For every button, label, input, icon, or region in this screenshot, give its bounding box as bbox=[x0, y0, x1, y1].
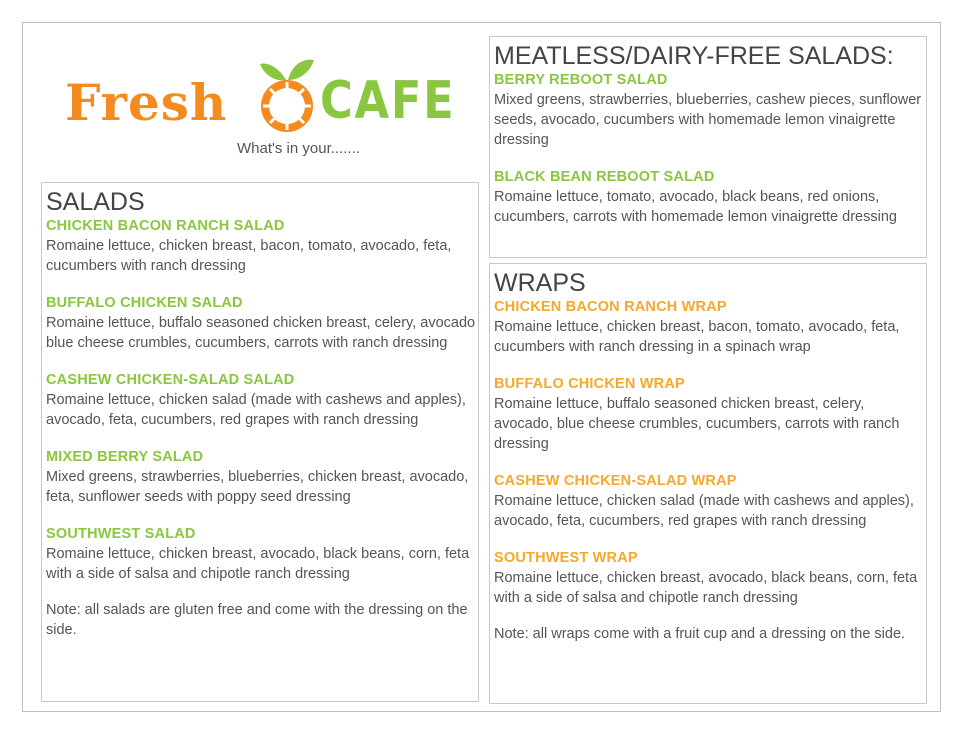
item-name: CHICKEN BACON RANCH SALAD bbox=[46, 218, 285, 234]
salads-section bbox=[41, 182, 479, 702]
salads-note: Note: all salads are gluten free and come with the dressing on the side. bbox=[46, 602, 468, 638]
logo-tagline: What's in your....... bbox=[237, 140, 360, 157]
menu-item bbox=[46, 448, 478, 507]
item-name: BUFFALO CHICKEN WRAP bbox=[494, 376, 685, 392]
item-name: CASHEW CHICKEN-SALAD WRAP bbox=[494, 473, 737, 489]
salads-title: SALADS bbox=[46, 188, 145, 216]
item-name: CASHEW CHICKEN-SALAD SALAD bbox=[46, 372, 295, 388]
fresh-cafe-logo bbox=[47, 40, 467, 165]
item-name: SOUTHWEST SALAD bbox=[46, 526, 196, 542]
menu-item bbox=[46, 294, 478, 353]
item-description: Romaine lettuce, buffalo seasoned chicken breast, celery, avocado blue cheese crumbles, cucumbers, carrots with ranch dressing bbox=[46, 315, 476, 351]
menu-item bbox=[494, 298, 926, 357]
item-name: BLACK BEAN REBOOT SALAD bbox=[494, 169, 715, 185]
item-name: SOUTHWEST WRAP bbox=[494, 550, 638, 566]
item-name: BERRY REBOOT SALAD bbox=[494, 72, 668, 88]
item-description: Romaine lettuce, tomato, avocado, black beans, red onions, cucumbers, carrots with homemade lemon vinaigrette dressing bbox=[494, 189, 897, 225]
logo-cafe-text: CAFE bbox=[320, 71, 456, 131]
menu-item bbox=[46, 217, 478, 276]
menu-item bbox=[494, 168, 926, 227]
item-name: BUFFALO CHICKEN SALAD bbox=[46, 295, 243, 311]
logo-fresh-text: Fresh bbox=[65, 73, 228, 132]
item-description: Mixed greens, strawberries, blueberries, chicken breast, avocado, feta, sunflower seeds with poppy seed dressing bbox=[46, 469, 469, 505]
wraps-note: Note: all wraps come with a fruit cup and a dressing on the side. bbox=[494, 626, 906, 642]
item-description: Romaine lettuce, chicken breast, avocado, black beans, corn, feta with a side of salsa and chipotle ranch dressing bbox=[46, 546, 470, 582]
item-description: Mixed greens, strawberries, blueberries, cashew pieces, sunflower seeds, avocado, cucumbers with homemade lemon vinaigrette dressing bbox=[494, 92, 922, 148]
wraps-section bbox=[489, 263, 927, 704]
item-name: MIXED BERRY SALAD bbox=[46, 449, 204, 465]
orange-leaf-icon bbox=[252, 54, 322, 134]
item-description: Romaine lettuce, buffalo seasoned chicken breast, celery, avocado, blue cheese crumbles, cucumbers, carrots with ranch dressing bbox=[494, 396, 900, 452]
item-description: Romaine lettuce, chicken salad (made with cashews and apples), avocado, feta, cucumbers, red grapes with ranch dressing bbox=[494, 493, 914, 529]
item-description: Romaine lettuce, chicken breast, avocado, black beans, corn, feta with a side of salsa and chipotle ranch dressing bbox=[494, 570, 918, 606]
menu-item bbox=[494, 472, 926, 531]
menu-item bbox=[494, 375, 926, 454]
wraps-title: WRAPS bbox=[494, 269, 586, 297]
menu-item bbox=[494, 71, 926, 150]
meatless-title: MEATLESS/DAIRY-FREE SALADS: bbox=[494, 42, 894, 70]
item-description: Romaine lettuce, chicken breast, bacon, tomato, avocado, feta, cucumbers with ranch dressing in a spinach wrap bbox=[494, 319, 900, 355]
item-name: CHICKEN BACON RANCH WRAP bbox=[494, 299, 727, 315]
item-description: Romaine lettuce, chicken salad (made with cashews and apples), avocado, feta, cucumbers, red grapes with ranch dressing bbox=[46, 392, 466, 428]
menu-item bbox=[46, 525, 478, 584]
menu-item bbox=[494, 549, 926, 608]
item-description: Romaine lettuce, chicken breast, bacon, tomato, avocado, feta, cucumbers with ranch dressing bbox=[46, 238, 452, 274]
menu-item bbox=[46, 371, 478, 430]
meatless-section bbox=[489, 36, 927, 258]
